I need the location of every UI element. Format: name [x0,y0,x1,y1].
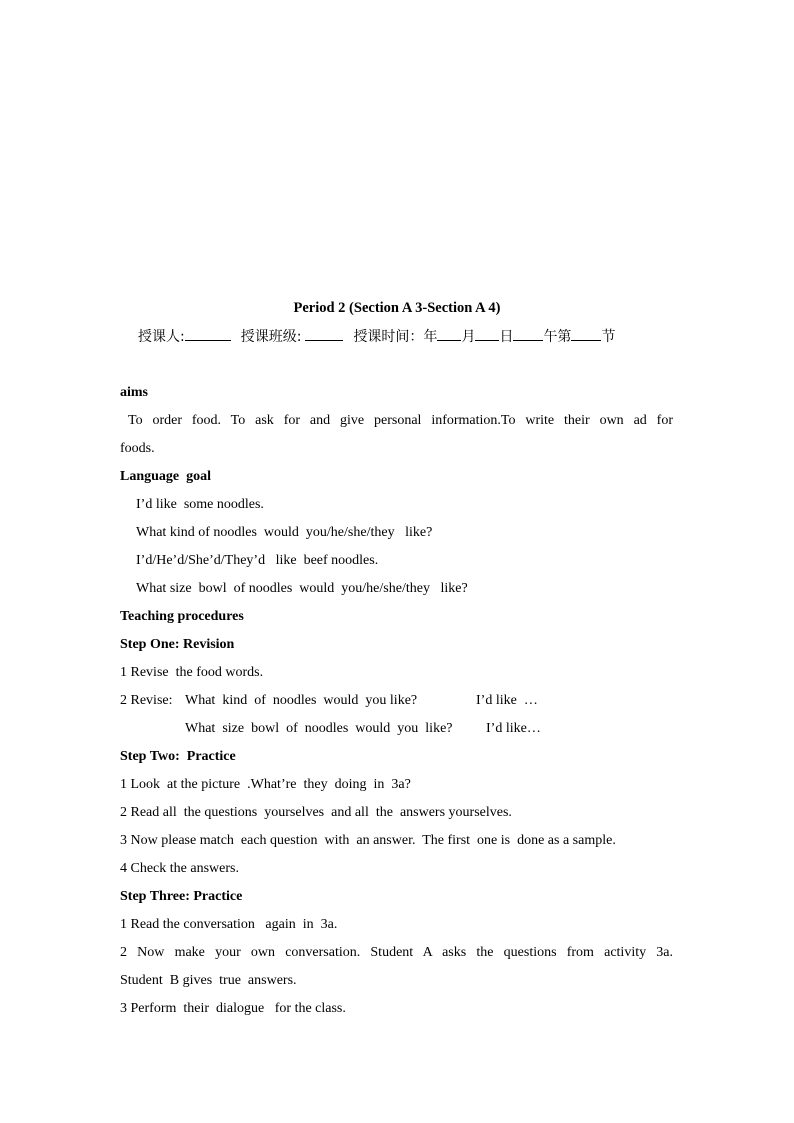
lesson-info-line [138,327,615,346]
step-one-answer: I’d like… [486,721,541,736]
teaching-procedures-heading: Teaching procedures [120,609,244,624]
language-goal-item: What size bowl of noodles would you/he/she/they like? [136,581,468,596]
period-label: 节 [601,329,616,345]
language-goal-item: I’d like some noodles. [136,497,264,512]
step-two-item: 1 Look at the picture .What’re they doing in 3a? [120,777,411,792]
half-day-label: 午第 [543,329,572,345]
day-label: 日 [499,329,514,345]
year-label: 年 [423,329,438,345]
time-label: 授课时间： [353,329,424,345]
step-one-question: What kind of noodles would you like? [185,693,418,708]
aims-text-line2: foods. [120,441,155,456]
month-blank [437,327,461,341]
page-title: Period 2 (Section A 3-Section A 4) [293,300,501,316]
language-goal-item: I’d/He’d/She’d/They’d like beef noodles. [136,553,379,568]
step-one-heading: Step One: Revision [120,637,235,652]
step-two-heading: Step Two: Practice [120,749,236,764]
language-goal-item: What kind of noodles would you/he/she/they like? [136,525,433,540]
aims-text-line1: To order food. To ask for and give personal information.To write their own ad for [128,413,673,428]
step-two-item: 4 Check the answers. [120,861,239,876]
class-label: 授课班级: [240,329,302,345]
teacher-blank [185,327,231,341]
step-one-item: 1 Revise the food words. [120,665,264,680]
month-label: 月 [461,329,476,345]
aims-heading: aims [120,385,148,400]
day-blank [475,327,499,341]
step-three-item: 3 Perform their dialogue for the class. [120,1001,346,1016]
language-goal-heading: Language goal [120,469,212,484]
period-blank [571,327,601,341]
step-one-answer: I’d like … [476,693,538,708]
step-one-item-prefix: 2 Revise: [120,693,173,708]
step-three-item: 1 Read the conversation again in 3a. [120,917,338,932]
step-three-item-line2: Student B gives true answers. [120,973,297,988]
step-two-item: 2 Read all the questions yourselves and all the answers yourselves. [120,805,512,820]
step-two-item: 3 Now please match each question with an answer. The first one is done as a sample. [120,833,616,848]
class-blank [305,327,343,341]
half-day-blank [513,327,543,341]
step-one-question: What size bowl of noodles would you like? [185,721,453,736]
step-three-heading: Step Three: Practice [120,889,243,904]
teacher-label: 授课人: [138,329,185,345]
step-three-item-line1: 2 Now make your own conversation. Student A asks the questions from activity 3a. [120,945,673,960]
